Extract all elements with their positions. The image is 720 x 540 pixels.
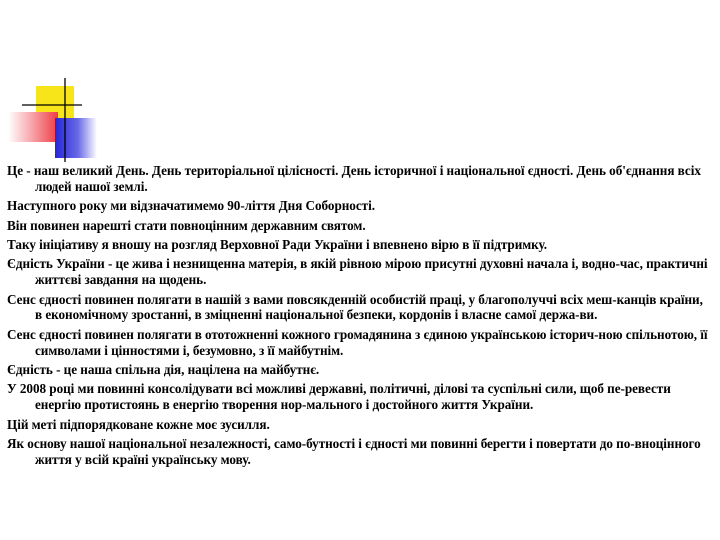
blue-gradient-block: [55, 118, 97, 158]
paragraph: Він повинен нарешті стати повноцінним державним святом.: [7, 217, 366, 233]
paragraph: Таку ініціативу я вношу на розгляд Верховної Ради України і впевнено вірю в її підтримку.: [7, 236, 548, 252]
paragraph: У 2008 році ми повинні консолідувати всі можливі державні, політичні, ділові та суспільні сили, щоб пе-ревести енергію протистоянь в енергію творення нор-мального і достойного життя України.: [7, 381, 671, 413]
paragraph: Цій меті підпорядковане кожне моє зусилля.: [7, 416, 270, 432]
paragraph: Єдність України - це жива і незнищенна матерія, в якій рівною мірою присутні духовні начала і, водно-час, практичні життєві завдання на щодень.: [7, 256, 708, 288]
paragraph: Єдність - це наша спільна дія, націлена на майбутнє.: [7, 361, 320, 377]
red-gradient-block: [8, 112, 58, 142]
paragraph: Як основу нашої національної незалежності, само-бутності і єдності ми повинні берегти і повертати до по-вноцінного життя у всій країні українську мову.: [7, 435, 701, 467]
slide-body: [7, 163, 712, 471]
paragraph: Сенс єдності повинен полягати в нашій з вами повсякденній особистій праці, у благополуччі всіх меш-канців країни, в економічному зростанні, в зміцненні національної безпеки, кордонів і власне самої держа-ви.: [7, 291, 703, 323]
paragraph: Сенс єдності повинен полягати в ототожненні кожного громадянина з єдиною українською історич-ною спільнотою, її символами і цінностями і, безумовно, з її майбутнім.: [7, 326, 708, 358]
paragraph: Наступного року ми відзначатимемо 90-ліття Дня Соборності.: [7, 198, 375, 214]
paragraph: Це - наш великий День. День територіальної цілісності. День історичної і національної єдності. День об'єднання всіх людей нашої землі.: [7, 163, 701, 194]
